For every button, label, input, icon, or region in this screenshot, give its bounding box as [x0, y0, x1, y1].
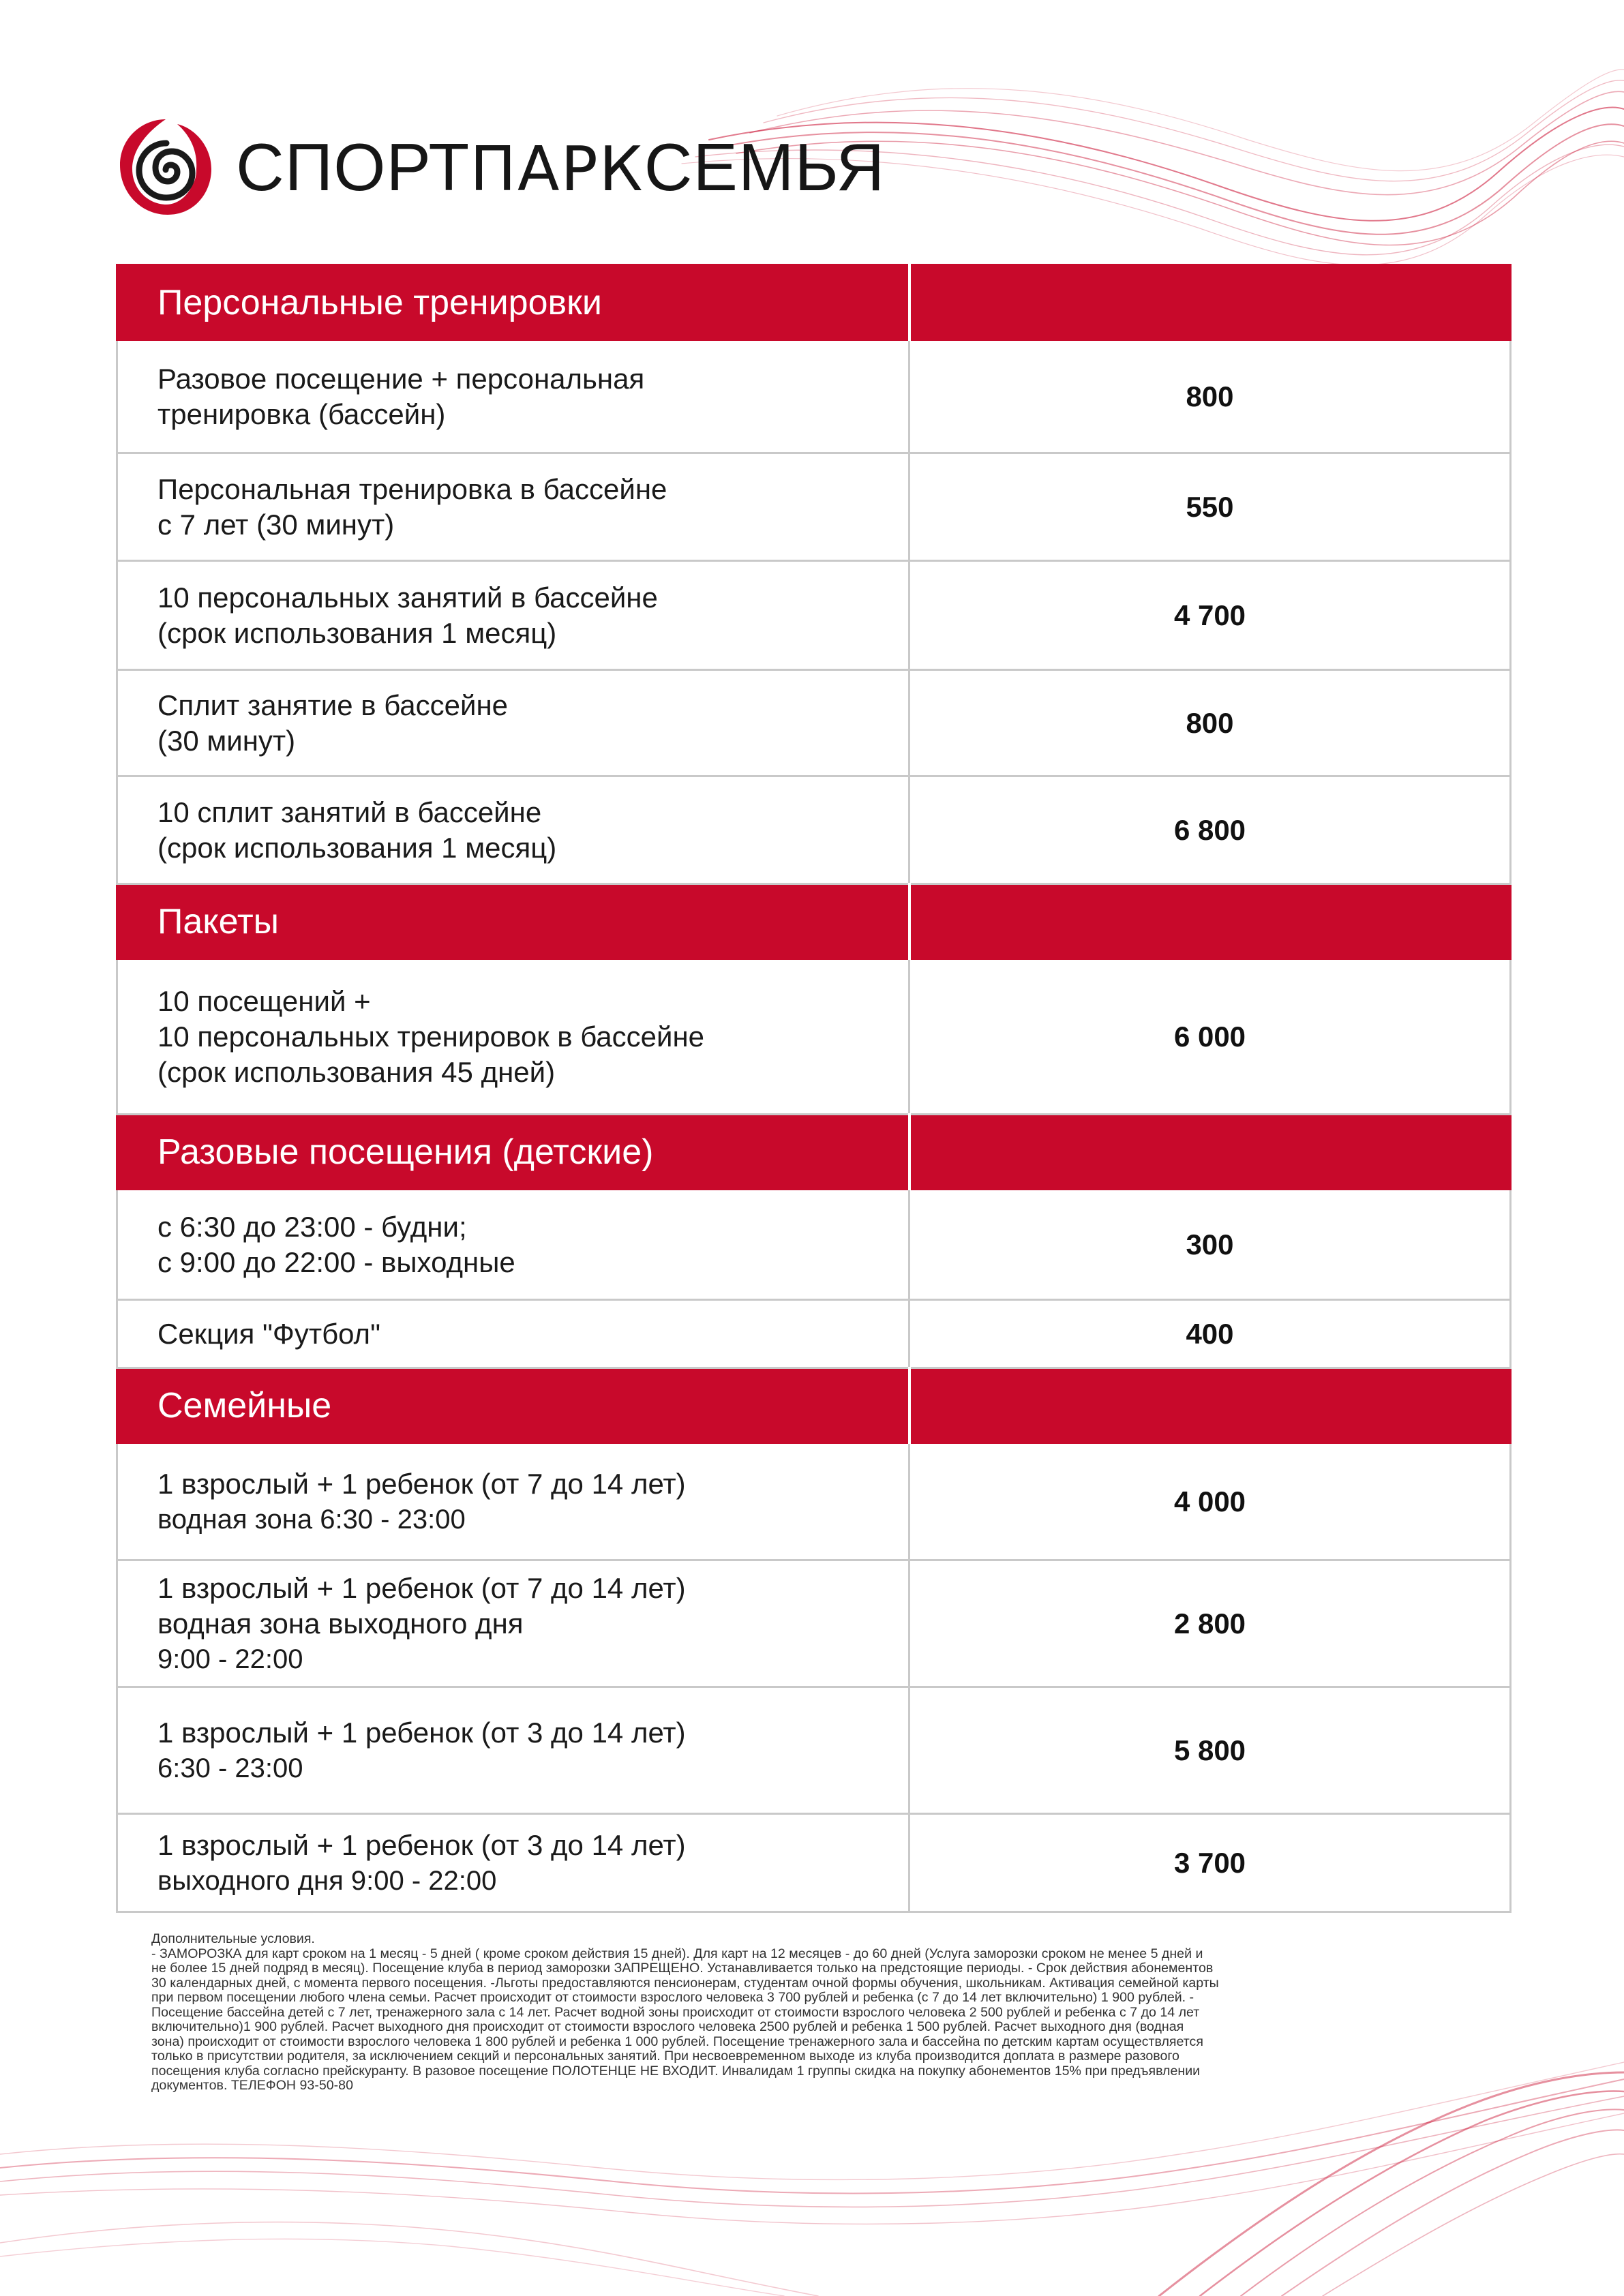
brand-name-part2: ПАРК: [470, 134, 644, 205]
notes-line: при первом посещении любого члена семьи. Расчет происходит от стоимости взрослого человека 3 700 рублей и ребенка (с 7 до 14 лет включительно) 1 900 рублей. -: [151, 1990, 1194, 2005]
price-row: [117, 1190, 1511, 1300]
price-row: [117, 776, 1511, 884]
service-price: 6 800: [909, 776, 1511, 884]
service-description: [117, 561, 909, 670]
additional-conditions: [151, 1932, 1474, 2094]
brand-name: [236, 130, 886, 205]
section-header-family: [117, 1368, 1511, 1443]
description-line: с 9:00 до 22:00 - выходные: [157, 1245, 515, 1278]
section-title: Разовые посещения (детские): [117, 1115, 909, 1190]
description-line: тренировка (бассейн): [157, 397, 446, 430]
description-line: (срок использования 1 месяц): [157, 831, 557, 864]
notes-line: не более 15 дней подряд в месяц). Посещение клуба в период заморозки ЗАПРЕЩЕНО. Устанавливается только на предстоящие периоды. - Срок действия абонементов: [151, 1961, 1214, 1976]
description-line: (срок использования 1 месяц): [157, 616, 557, 649]
description-line: с 6:30 до 23:00 - будни;: [157, 1210, 467, 1243]
service-price: 550: [909, 453, 1511, 561]
description-line: 1 взрослый + 1 ребенок (от 3 до 14 лет): [157, 1828, 686, 1861]
description-line: водная зона 6:30 - 23:00: [157, 1504, 466, 1535]
service-description: [117, 1814, 909, 1912]
spiral-logo-icon: [115, 116, 217, 218]
service-price: 6 000: [909, 959, 1511, 1115]
service-description: [117, 670, 909, 776]
price-row: [117, 1300, 1511, 1368]
notes-line: только в присутствии родителя, за исключением секций и персональных занятий. При несвоевременном выходе из клуба производится доплата в размере разового: [151, 2049, 1179, 2064]
price-row: [117, 561, 1511, 670]
service-price: 5 800: [909, 1687, 1511, 1814]
section-header-empty-cell: [909, 884, 1511, 959]
service-price: 300: [909, 1190, 1511, 1300]
description-line: (30 минут): [157, 724, 296, 757]
price-row: [117, 959, 1511, 1115]
notes-line: зона) происходит от стоимости взрослого человека 1 800 рублей и ребенка 1 000 рублей. Посещение тренажерного зала и бассейна по детским картам осуществляется: [151, 2034, 1203, 2049]
description-line: 6:30 - 23:00: [157, 1753, 303, 1783]
service-price: 800: [909, 670, 1511, 776]
notes-line: посещения клуба согласно прейскуранту. В разовое посещение ПОЛОТЕНЦЕ НЕ ВХОДИТ. Инвалидам 1 группы скидка на покупку абонементов 15% при предъявлении: [151, 2063, 1201, 2079]
price-row: [117, 1814, 1511, 1912]
service-price: 3 700: [909, 1814, 1511, 1912]
service-price: 800: [909, 340, 1511, 453]
description-line: с 7 лет (30 минут): [157, 508, 395, 541]
service-description: [117, 1443, 909, 1560]
service-description: [117, 1687, 909, 1814]
description-line: 10 персональных тренировок в бассейне: [157, 1020, 705, 1053]
service-description: [117, 340, 909, 453]
section-title: Пакеты: [117, 884, 909, 959]
price-row: [117, 1443, 1511, 1560]
section-header-personal: [117, 265, 1511, 340]
description-line: 9:00 - 22:00: [157, 1644, 303, 1674]
description-line: (срок использования 45 дней): [157, 1055, 556, 1088]
price-row: [117, 670, 1511, 776]
section-title: Семейные: [117, 1368, 909, 1443]
notes-line: Посещение бассейна детей с 7 лет, тренажерного зала с 14 лет. Расчет водной зоны происходит от стоимости взрослого человека 2 500 рублей и ребенка с 7 до 14 лет: [151, 2004, 1200, 2020]
service-price: 2 800: [909, 1560, 1511, 1687]
price-table: [116, 264, 1512, 1913]
section-header-packages: [117, 884, 1511, 959]
notes-line: документов. ТЕЛЕФОН 93-50-80: [151, 2078, 353, 2093]
service-price: 4 700: [909, 561, 1511, 670]
notes-line: 30 календарных дней, с момента первого посещения. -Льготы предоставляются пенсионерам, студентам очной формы обучения, школьникам. Активация семейной карты: [151, 1975, 1219, 1991]
description-line: Секция "Футбол": [157, 1317, 380, 1350]
description-line: Персональная тренировка в бассейне: [157, 472, 667, 505]
service-description: [117, 776, 909, 884]
notes-line: Дополнительные условия.: [151, 1931, 315, 1946]
description-line: выходного дня 9:00 - 22:00: [157, 1865, 497, 1896]
section-header-single-visits-kids: [117, 1115, 1511, 1190]
description-line: 1 взрослый + 1 ребенок (от 3 до 14 лет): [157, 1716, 686, 1749]
section-header-empty-cell: [909, 1368, 1511, 1443]
description-line: 10 персональных занятий в бассейне: [157, 581, 658, 614]
description-line: водная зона выходного дня: [157, 1607, 524, 1640]
service-description: [117, 1300, 909, 1368]
price-row: [117, 1560, 1511, 1687]
service-description: [117, 959, 909, 1115]
service-price: 400: [909, 1300, 1511, 1368]
description-line: 1 взрослый + 1 ребенок (от 7 до 14 лет): [157, 1571, 686, 1604]
section-header-empty-cell: [909, 1115, 1511, 1190]
notes-line: - ЗАМОРОЗКА для карт сроком на 1 месяц - 5 дней ( кроме сроком действия 15 дней). Для карт на 12 месяцев - до 60 дней (Услуга заморозки сроком не менее 5 дней и: [151, 1946, 1203, 1961]
description-line: 1 взрослый + 1 ребенок (от 7 до 14 лет): [157, 1467, 686, 1500]
service-description: [117, 453, 909, 561]
service-description: [117, 1560, 909, 1687]
description-line: Разовое посещение + персональная: [157, 362, 645, 395]
description-line: Сплит занятие в бассейне: [157, 689, 509, 721]
description-line: 10 сплит занятий в бассейне: [157, 796, 542, 828]
brand-logo: [115, 116, 885, 218]
notes-line: включительно)1 900 рублей. Расчет выходного дня происходит от стоимости взрослого человека 2500 рублей и ребенка 1 500 рублей. Расчет выходного дня (водная: [151, 2019, 1184, 2034]
price-row: [117, 340, 1511, 453]
section-title: Персональные тренировки: [117, 265, 909, 340]
brand-name-part1: СПОРТ: [236, 130, 470, 205]
section-header-empty-cell: [909, 265, 1511, 340]
description-line: 10 посещений +: [157, 984, 371, 1017]
price-row: [117, 453, 1511, 561]
service-description: [117, 1190, 909, 1300]
brand-name-part3: СЕМЬЯ: [644, 130, 886, 205]
price-row: [117, 1687, 1511, 1814]
service-price: 4 000: [909, 1443, 1511, 1560]
